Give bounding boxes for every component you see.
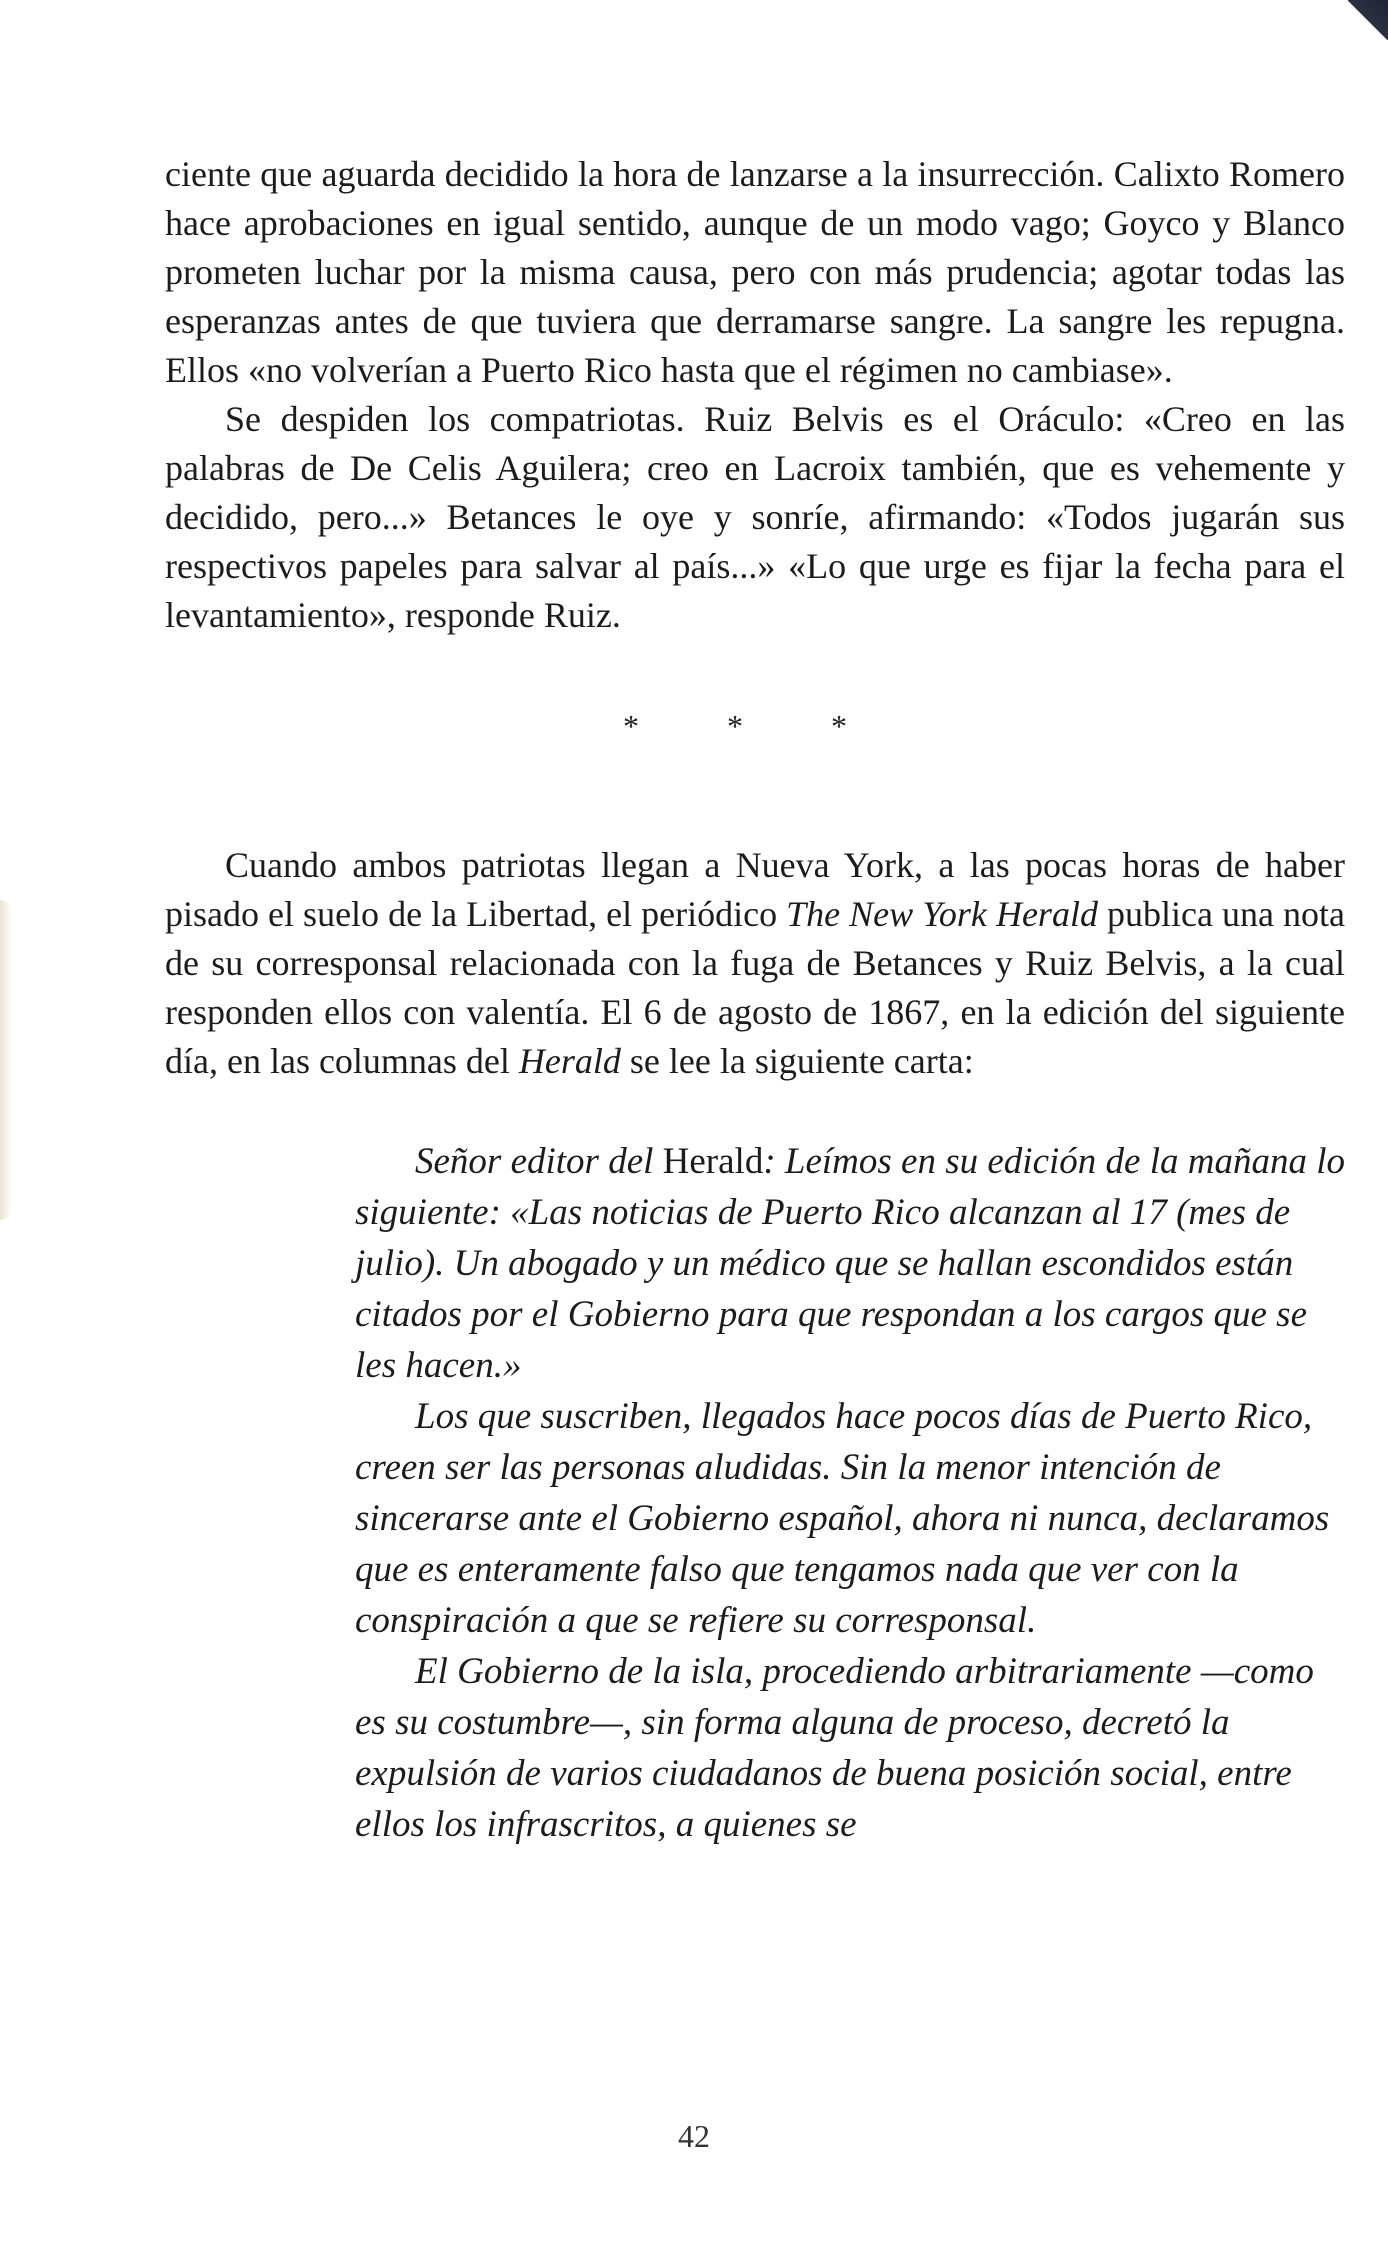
paragraph-3-text-c: se lee la siguiente carta: — [620, 1041, 974, 1081]
paragraph-2: Se despiden los compatriotas. Ruiz Belvis es el Oráculo: «Creo en las palabras de De Celis Aguilera; creo en Lacroix también, que es vehemente y decidido, pero...» Betances le oye y sonríe, afirmando: «Todos jugarán sus respectivos papeles para salvar al país...» «Lo que urge es fijar la fecha para el levantamiento», responde Ruiz. — [165, 399, 1345, 635]
letter-paragraph-3: El Gobierno de la isla, procediendo arbitrariamente —como es su costumbre—, sin forma alguna de proceso, decretó la expulsión de varios ciudadanos de buena posición social, entre ellos los infrascritos, a quienes se — [355, 1651, 1314, 1845]
book-corner-shadow — [1348, 0, 1388, 40]
letter-paragraph-1 — [355, 1136, 1345, 1391]
book-page — [165, 150, 1345, 1850]
newspaper-title: The New York Herald — [786, 894, 1098, 934]
newspaper-short-title: Herald — [518, 1041, 621, 1081]
letter-paragraph-1-text: : Leímos en su edición de la mañana lo siguiente: «Las noticias de Puerto Rico alcanzan al 17 (mes de julio). Un abogado y un médico que se hallan escondidos están citados por el Gobierno para que respondan a los cargos que se les hacen.» — [355, 1141, 1345, 1386]
paragraph-3-text-a: Cuando ambos patriotas llegan a Nueva York, a las pocas horas de haber pisado el suelo de la Libertad, el periódico — [165, 845, 1345, 934]
page-edge-shadow — [0, 900, 12, 1220]
page-number: 42 — [678, 2118, 710, 2154]
letter-salutation: Señor editor del — [415, 1141, 663, 1182]
letter-paragraph-2: Los que suscriben, llegados hace pocos días de Puerto Rico, creen ser las personas aludidas. Sin la menor intención de sincerarse ante el Gobierno español, ahora ni nunca, declaramos que es enteramente falso que tengamos nada que ver con la conspiración a que se refiere su corresponsal. — [355, 1396, 1330, 1641]
letter-quote — [355, 1136, 1345, 1850]
paragraph-1: ciente que aguarda decidido la hora de lanzarse a la insurrección. Calixto Romero hace aprobaciones en igual sentido, aunque de un modo vago; Goyco y Blanco prometen luchar por la misma causa, pero con más prudencia; agotar todas las esperanzas antes de que tuviera que derramarse sangre. La sangre les repugna. Ellos «no volverían a Puerto Rico hasta que el régimen no cambiase». — [165, 154, 1345, 390]
paragraph-3-text-b: publica una nota de su corresponsal relacionada con la fuga de Betances y Ruiz Belvis, a la cual responden ellos con valentía. El 6 de agosto de 1867, en la edición del siguiente día, en las columnas del — [165, 894, 1345, 1081]
letter-herald: Herald — [662, 1141, 764, 1182]
paragraph-3 — [165, 841, 1345, 1086]
section-break: * * * — [623, 708, 887, 744]
